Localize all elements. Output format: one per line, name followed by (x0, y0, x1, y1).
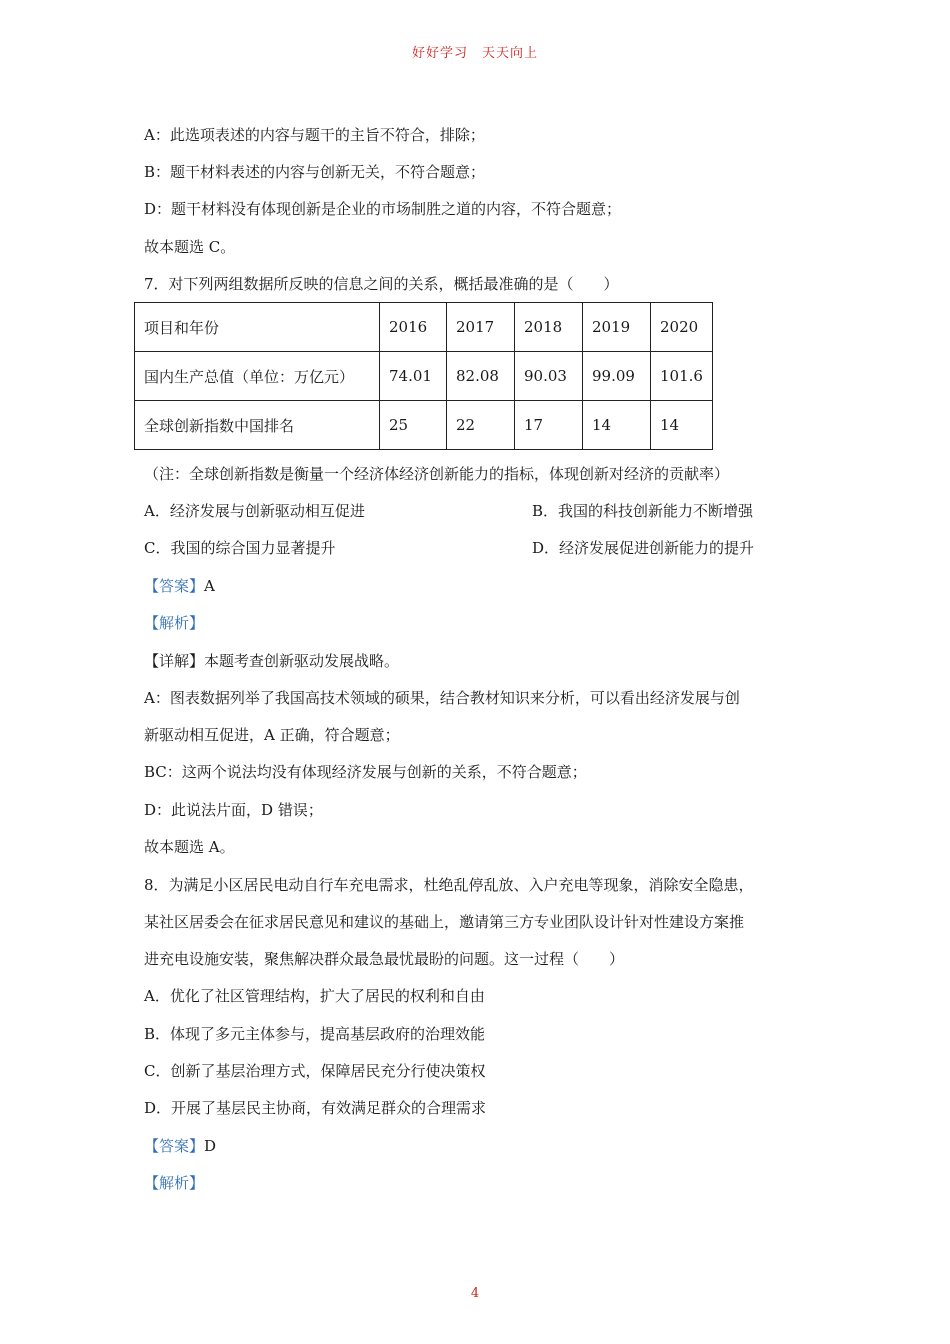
q8-option-b: B．体现了多元主体参与，提高基层政府的治理效能 (144, 1025, 486, 1043)
q7-option-a: A．经济发展与创新驱动相互促进 (144, 502, 365, 520)
table-cell: 25 (380, 401, 447, 450)
option-b-explanation: B：题干材料表述的内容与创新无关，不符合题意； (144, 163, 486, 181)
q8-stem-line1: 8．为满足小区居民电动自行车充电需求，杜绝乱停乱放、入户充电等现象，消除安全隐患， (144, 876, 754, 894)
q8-option-c: C．创新了基层治理方式，保障居民充分行使决策权 (144, 1062, 486, 1080)
q7-stem: 7．对下列两组数据所反映的信息之间的关系，概括最准确的是（ ） (144, 275, 619, 293)
q7-answer (144, 576, 215, 596)
q7-option-d: D．经济发展促进创新能力的提升 (532, 539, 755, 557)
table-cell: 2020 (651, 303, 713, 352)
table-cell: 2018 (515, 303, 583, 352)
q7-explanation-d: D：此说法片面，D 错误； (144, 801, 323, 819)
q7-detail (144, 651, 399, 671)
table-cell: 项目和年份 (135, 303, 380, 352)
q7-analysis (144, 613, 204, 633)
data-table (134, 302, 713, 450)
q7-option-b: B．我国的科技创新能力不断增强 (532, 502, 754, 520)
answer-label: 【答案】 (144, 577, 205, 595)
analysis-label: 【解析】 (144, 1174, 205, 1192)
q8-answer (144, 1136, 216, 1156)
answer-value: A (204, 577, 215, 595)
page-number: 4 (470, 1286, 480, 1301)
table-cell: 2019 (583, 303, 651, 352)
option-a-explanation: A：此选项表述的内容与题干的主旨不符合，排除； (144, 126, 485, 144)
q8-stem-line2: 某社区居委会在征求居民意见和建议的基础上，邀请第三方专业团队设计针对性建设方案推 (144, 913, 745, 931)
answer-value: D (204, 1137, 217, 1155)
table-cell: 2016 (380, 303, 447, 352)
q8-stem-line3: 进充电设施安装，聚焦解决群众最急最忧最盼的问题。这一过程（ ） (144, 950, 625, 968)
q8-option-a: A．优化了社区管理结构，扩大了居民的权利和自由 (144, 987, 485, 1005)
q8-option-d: D．开展了基层民主协商，有效满足群众的合理需求 (144, 1099, 487, 1117)
table-cell: 2017 (447, 303, 515, 352)
table-cell: 99.09 (583, 352, 651, 401)
table-cell: 14 (651, 401, 713, 450)
table-cell: 90.03 (515, 352, 583, 401)
analysis-label: 【解析】 (144, 614, 205, 632)
detail-text: 本题考查创新驱动发展战略。 (204, 652, 400, 670)
detail-label: 【详解】 (144, 652, 205, 670)
table-cell: 国内生产总值（单位：万亿元） (135, 352, 380, 401)
q7-explanation-bc: BC：这两个说法均没有体现经济发展与创新的关系，不符合题意； (144, 763, 587, 781)
q7-explanation-a-line2: 新驱动相互促进，A 正确，符合题意； (144, 726, 400, 744)
table-header-row (135, 303, 713, 352)
q7-option-c: C．我国的综合国力显著提升 (144, 539, 336, 557)
q7-explanation-a-line1: A：图表数据列举了我国高技术领域的硕果，结合教材知识来分析，可以看出经济发展与创 (144, 689, 740, 707)
table-cell: 17 (515, 401, 583, 450)
page-header: 好好学习 天天向上 (411, 46, 538, 61)
conclusion: 故本题选 C。 (144, 238, 236, 256)
table-cell: 101.6 (651, 352, 713, 401)
table-cell: 22 (447, 401, 515, 450)
table-row (135, 352, 713, 401)
table-note: （注：全球创新指数是衡量一个经济体经济创新能力的指标，体现创新对经济的贡献率） (144, 465, 730, 483)
table-cell: 14 (583, 401, 651, 450)
table-cell: 82.08 (447, 352, 515, 401)
q8-analysis (144, 1173, 204, 1193)
table-row (135, 401, 713, 450)
answer-label: 【答案】 (144, 1137, 205, 1155)
table-cell: 全球创新指数中国排名 (135, 401, 380, 450)
table-cell: 74.01 (380, 352, 447, 401)
option-d-explanation: D：题干材料没有体现创新是企业的市场制胜之道的内容，不符合题意； (144, 200, 622, 218)
q7-conclusion: 故本题选 A。 (144, 838, 235, 856)
